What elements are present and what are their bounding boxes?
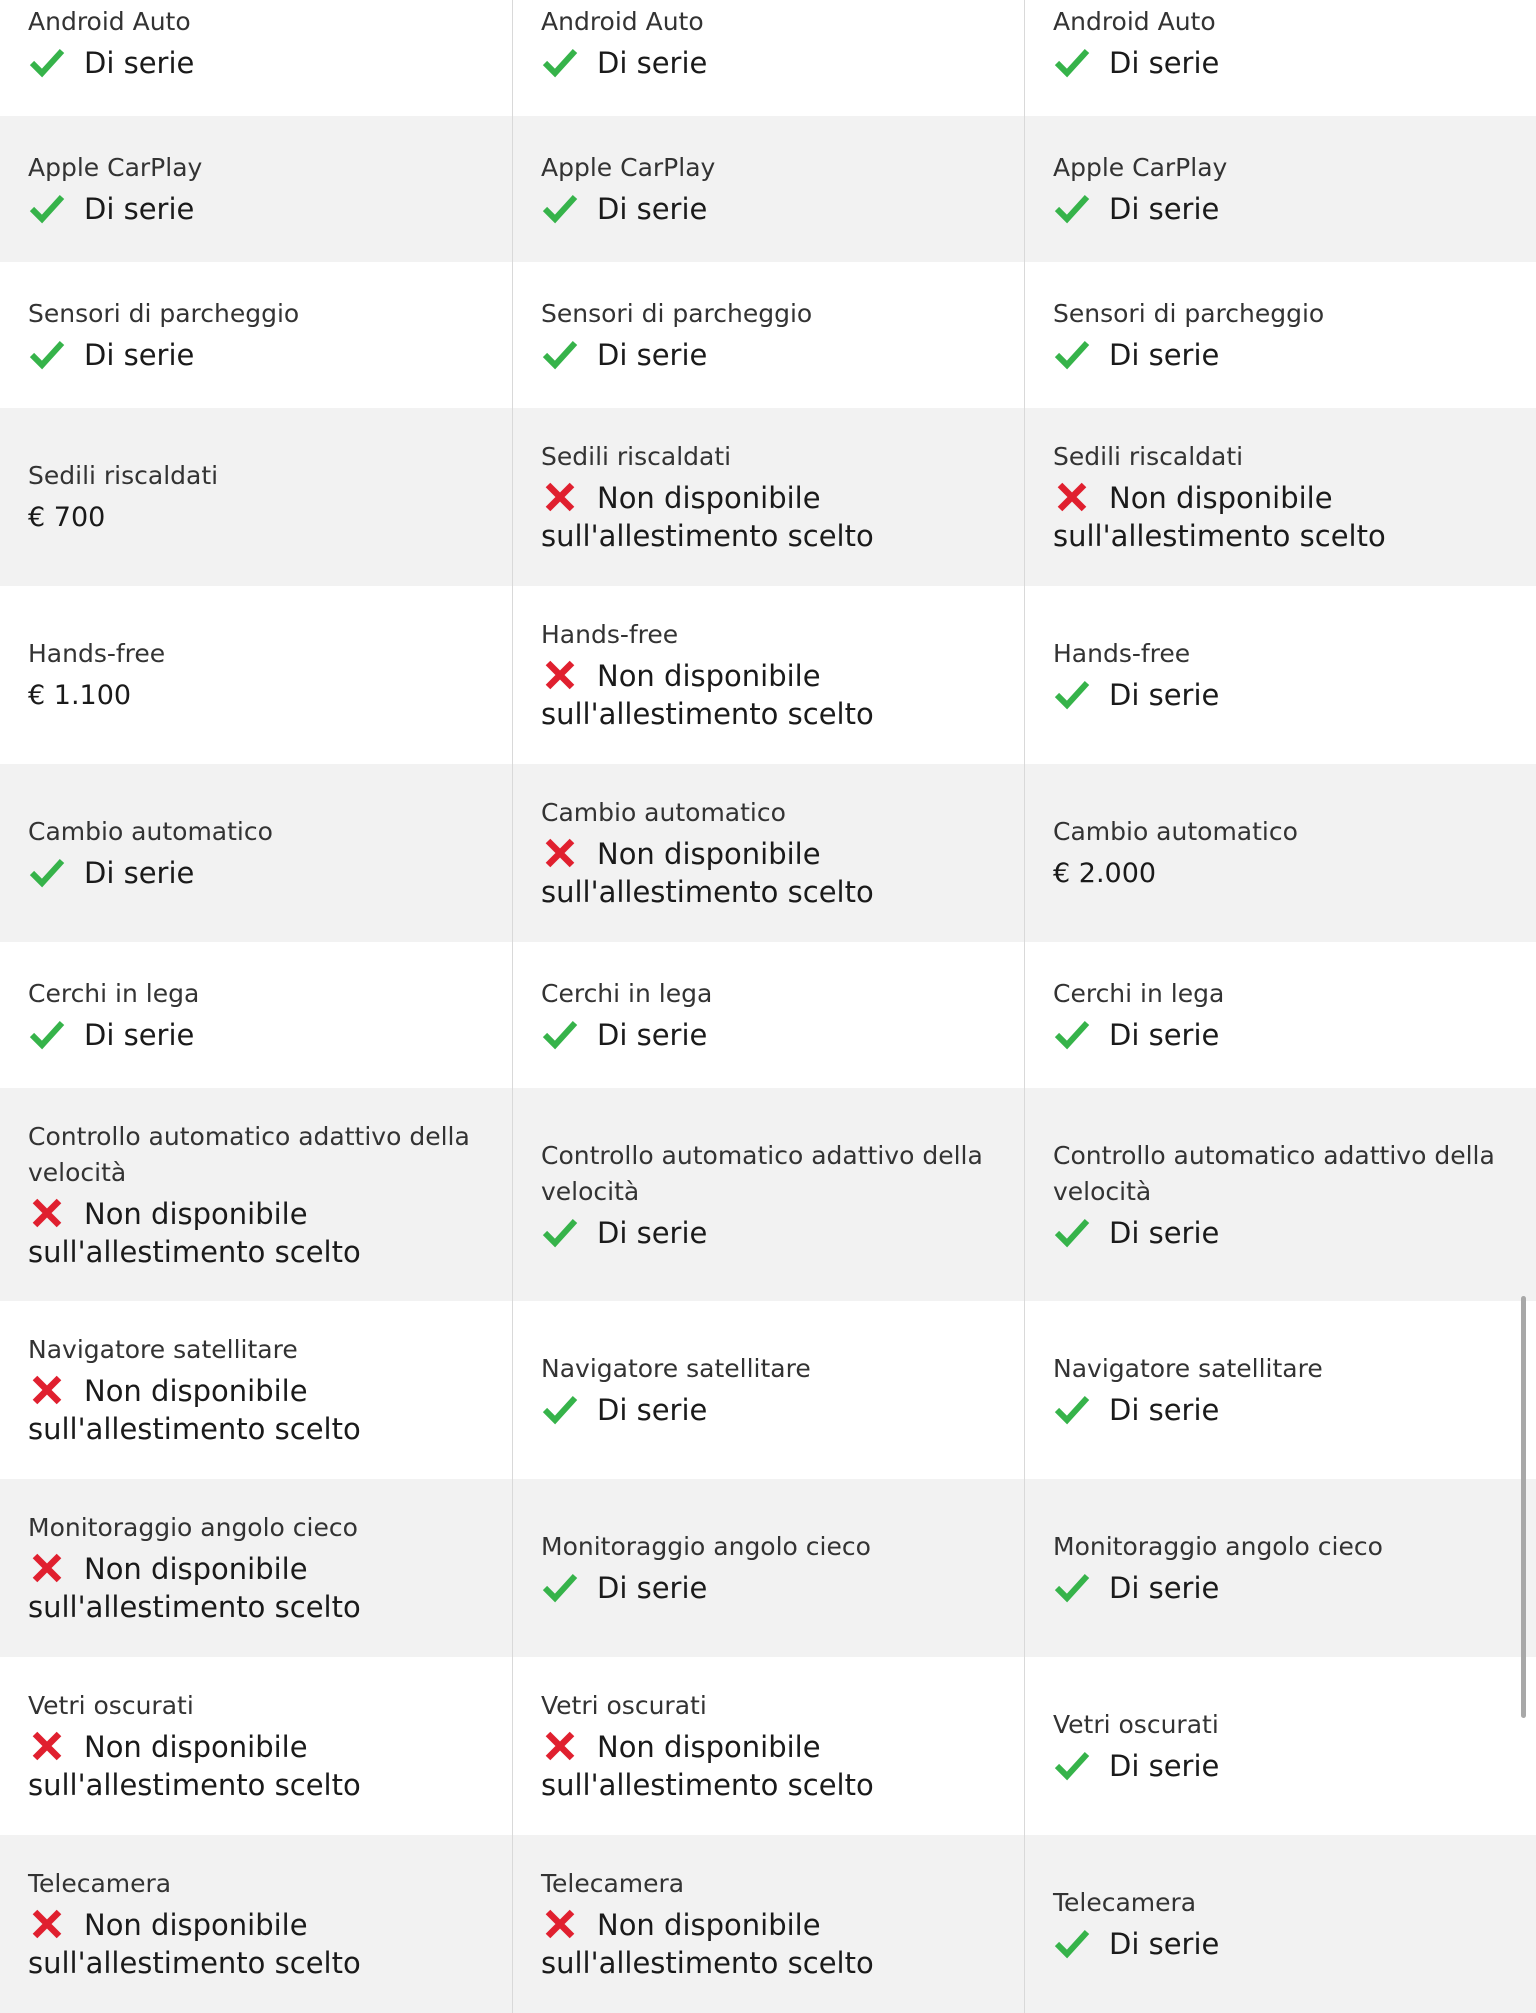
feature-cell	[0, 1301, 512, 1479]
feature-cell	[0, 1835, 512, 2013]
feature-cell	[512, 116, 1024, 262]
status-text: Non disponibile sull'allestimento scelto	[28, 1552, 361, 1624]
feature-label: Sedili riscaldati	[1053, 442, 1244, 471]
check-icon	[1053, 46, 1091, 78]
table-row	[0, 1657, 1536, 1835]
cross-icon	[28, 1374, 66, 1406]
feature-cell	[1024, 942, 1536, 1088]
status-text: Di serie	[1109, 678, 1220, 712]
feature-label: Android Auto	[28, 7, 191, 36]
status-text: Non disponibile sull'allestimento scelto	[28, 1908, 361, 1980]
feature-label: Sensori di parcheggio	[541, 299, 813, 328]
status-unavailable	[541, 657, 1000, 733]
cross-icon	[541, 1730, 579, 1762]
status-standard	[1053, 676, 1512, 714]
status-standard	[541, 1214, 1000, 1252]
feature-label: Monitoraggio angolo cieco	[1053, 1532, 1383, 1561]
feature-cell	[0, 0, 512, 116]
feature-cell	[1024, 116, 1536, 262]
feature-label: Vetri oscurati	[1053, 1710, 1219, 1739]
feature-label: Cerchi in lega	[541, 979, 713, 1008]
status-unavailable	[28, 1728, 488, 1804]
feature-cell	[1024, 0, 1536, 116]
feature-label: Controllo automatico adattivo della velocità	[28, 1121, 470, 1187]
status-unavailable	[541, 835, 1000, 911]
feature-cell	[0, 586, 512, 764]
cross-icon	[541, 659, 579, 691]
feature-label: Controllo automatico adattivo della velocità	[541, 1140, 983, 1206]
feature-cell	[1024, 764, 1536, 942]
feature-cell	[1024, 1088, 1536, 1301]
check-icon	[28, 192, 66, 224]
check-icon	[1053, 1927, 1091, 1959]
check-icon	[1053, 678, 1091, 710]
cross-icon	[541, 1908, 579, 1940]
feature-label: Telecamera	[541, 1869, 685, 1898]
feature-label: Sedili riscaldati	[541, 442, 732, 471]
feature-cell	[512, 1479, 1024, 1657]
status-text: Di serie	[84, 192, 195, 226]
table-row	[0, 586, 1536, 764]
status-standard	[28, 854, 488, 892]
feature-cell	[1024, 1835, 1536, 2013]
feature-label: Navigatore satellitare	[1053, 1354, 1323, 1383]
cross-icon	[28, 1730, 66, 1762]
feature-cell	[0, 764, 512, 942]
check-icon	[1053, 1571, 1091, 1603]
status-text: Non disponibile sull'allestimento scelto	[541, 659, 874, 731]
feature-label: Telecamera	[28, 1869, 172, 1898]
feature-cell	[0, 1088, 512, 1301]
feature-label: Vetri oscurati	[541, 1691, 707, 1720]
status-text: Di serie	[84, 1018, 195, 1052]
feature-label: Sedili riscaldati	[28, 461, 219, 490]
check-icon	[28, 856, 66, 888]
table-row	[0, 262, 1536, 408]
cross-icon	[541, 481, 579, 513]
feature-label: Navigatore satellitare	[541, 1354, 811, 1383]
status-standard	[1053, 1569, 1512, 1607]
table-row	[0, 408, 1536, 586]
feature-label: Cambio automatico	[28, 817, 273, 846]
status-standard	[1053, 336, 1512, 374]
status-text: Di serie	[1109, 1018, 1220, 1052]
feature-label: Apple CarPlay	[28, 153, 203, 182]
check-icon	[541, 46, 579, 78]
status-text: Di serie	[1109, 1215, 1220, 1250]
feature-cell	[512, 1088, 1024, 1301]
check-icon	[1053, 1216, 1091, 1248]
table-row	[0, 1479, 1536, 1657]
status-text: Di serie	[597, 1571, 708, 1605]
status-text: Non disponibile sull'allestimento scelto	[28, 1374, 361, 1446]
check-icon	[541, 1018, 579, 1050]
status-standard	[28, 1016, 488, 1054]
status-standard	[1053, 1747, 1512, 1785]
table-row	[0, 116, 1536, 262]
check-icon	[28, 338, 66, 370]
check-icon	[541, 1216, 579, 1248]
feature-label: Vetri oscurati	[28, 1691, 194, 1720]
check-icon	[1053, 1393, 1091, 1425]
table-row	[0, 942, 1536, 1088]
check-icon	[1053, 1749, 1091, 1781]
status-text: Di serie	[1109, 192, 1220, 226]
status-text: Di serie	[1109, 1393, 1220, 1427]
feature-label: Navigatore satellitare	[28, 1335, 298, 1364]
feature-cell	[512, 586, 1024, 764]
status-text: Di serie	[597, 46, 708, 80]
table-row	[0, 1835, 1536, 2013]
feature-label: Telecamera	[1053, 1888, 1197, 1917]
status-text: Di serie	[1109, 1571, 1220, 1605]
feature-cell	[512, 1301, 1024, 1479]
feature-label: Sensori di parcheggio	[1053, 299, 1325, 328]
feature-label: Controllo automatico adattivo della velocità	[1053, 1140, 1495, 1206]
status-text: Di serie	[597, 1393, 708, 1427]
feature-cell	[512, 942, 1024, 1088]
check-icon	[541, 338, 579, 370]
status-text: Di serie	[1109, 46, 1220, 80]
check-icon	[28, 46, 66, 78]
feature-cell	[512, 262, 1024, 408]
status-unavailable	[541, 479, 1000, 555]
status-standard	[1053, 44, 1512, 82]
feature-cell	[512, 1657, 1024, 1835]
status-unavailable	[1053, 479, 1512, 555]
feature-cell	[1024, 1657, 1536, 1835]
cross-icon	[541, 837, 579, 869]
table-row	[0, 1088, 1536, 1301]
check-icon	[541, 192, 579, 224]
feature-label: Android Auto	[541, 7, 704, 36]
table-row	[0, 764, 1536, 942]
status-standard	[541, 1391, 1000, 1429]
feature-label: Cerchi in lega	[1053, 979, 1225, 1008]
feature-cell	[1024, 1301, 1536, 1479]
status-text: Di serie	[84, 46, 195, 80]
status-text: Non disponibile sull'allestimento scelto	[541, 1730, 874, 1802]
feature-label: Monitoraggio angolo cieco	[541, 1532, 871, 1561]
feature-label: Monitoraggio angolo cieco	[28, 1513, 358, 1542]
status-standard	[28, 44, 488, 82]
status-text: Non disponibile sull'allestimento scelto	[28, 1196, 361, 1269]
feature-cell	[0, 262, 512, 408]
status-text: Di serie	[1109, 1749, 1220, 1783]
status-text: Non disponibile sull'allestimento scelto	[1053, 481, 1386, 553]
feature-cell	[512, 0, 1024, 116]
status-standard	[1053, 1391, 1512, 1429]
feature-label: Sensori di parcheggio	[28, 299, 300, 328]
status-unavailable	[28, 1906, 488, 1982]
table-row	[0, 1301, 1536, 1479]
check-icon	[541, 1571, 579, 1603]
feature-cell	[0, 408, 512, 586]
feature-cell	[1024, 262, 1536, 408]
feature-label: Cambio automatico	[541, 798, 786, 827]
status-standard	[541, 1016, 1000, 1054]
feature-cell	[0, 942, 512, 1088]
feature-label: Cambio automatico	[1053, 817, 1298, 846]
feature-label: Cerchi in lega	[28, 979, 200, 1008]
option-price: € 1.100	[28, 680, 132, 711]
feature-label: Apple CarPlay	[541, 153, 716, 182]
feature-cell	[1024, 1479, 1536, 1657]
status-standard	[1053, 1214, 1512, 1252]
status-text: Di serie	[84, 856, 195, 890]
status-text: Di serie	[84, 338, 195, 372]
feature-cell	[0, 116, 512, 262]
feature-cell	[0, 1657, 512, 1835]
status-text: Non disponibile sull'allestimento scelto	[28, 1730, 361, 1802]
status-text: Di serie	[597, 1215, 708, 1250]
cross-icon	[28, 1197, 66, 1229]
check-icon	[541, 1393, 579, 1425]
feature-label: Hands-free	[541, 620, 679, 649]
status-unavailable	[28, 1550, 488, 1626]
feature-cell	[512, 408, 1024, 586]
status-standard	[541, 336, 1000, 374]
check-icon	[1053, 338, 1091, 370]
status-text: Non disponibile sull'allestimento scelto	[541, 837, 874, 909]
status-unavailable	[28, 1372, 488, 1448]
feature-label: Android Auto	[1053, 7, 1216, 36]
status-standard	[1053, 1925, 1512, 1963]
status-text: Non disponibile sull'allestimento scelto	[541, 481, 874, 553]
feature-label: Hands-free	[1053, 639, 1191, 668]
feature-label: Apple CarPlay	[1053, 153, 1228, 182]
status-text: Di serie	[597, 192, 708, 226]
option-price: € 2.000	[1053, 858, 1157, 889]
feature-cell	[1024, 586, 1536, 764]
status-text: Di serie	[597, 338, 708, 372]
feature-cell	[512, 764, 1024, 942]
status-text: Di serie	[1109, 1927, 1220, 1961]
status-unavailable	[541, 1728, 1000, 1804]
feature-cell	[512, 1835, 1024, 2013]
status-standard	[541, 1569, 1000, 1607]
status-standard	[541, 44, 1000, 82]
feature-cell	[0, 1479, 512, 1657]
status-unavailable	[28, 1195, 488, 1271]
check-icon	[1053, 192, 1091, 224]
vertical-scrollbar[interactable]	[1521, 1296, 1526, 1718]
status-standard	[28, 190, 488, 228]
check-icon	[1053, 1018, 1091, 1050]
status-standard	[1053, 1016, 1512, 1054]
status-standard	[28, 336, 488, 374]
status-standard	[541, 190, 1000, 228]
status-text: Di serie	[597, 1018, 708, 1052]
check-icon	[28, 1018, 66, 1050]
option-price: € 700	[28, 502, 106, 533]
status-text: Non disponibile sull'allestimento scelto	[541, 1908, 874, 1980]
cross-icon	[1053, 481, 1091, 513]
table-row	[0, 0, 1536, 116]
status-standard	[1053, 190, 1512, 228]
cross-icon	[28, 1908, 66, 1940]
feature-cell	[1024, 408, 1536, 586]
cross-icon	[28, 1552, 66, 1584]
status-unavailable	[541, 1906, 1000, 1982]
feature-label: Hands-free	[28, 639, 166, 668]
status-text: Di serie	[1109, 338, 1220, 372]
